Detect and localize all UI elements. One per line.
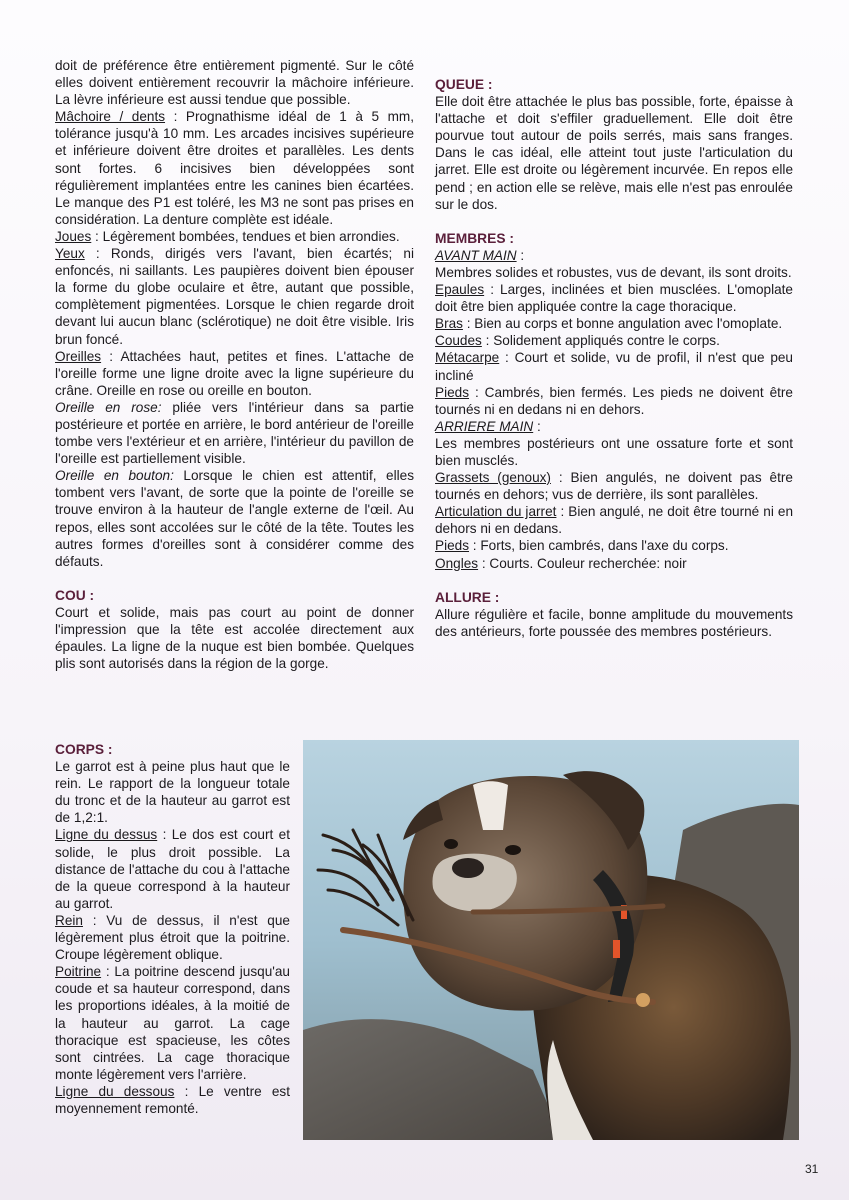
pieds-arriere-label: Pieds [435, 538, 470, 554]
rein-text: : Vu de dessus, il n'est que légèrement plus étroit que la poitrine. Croupe légèrement oblique. [55, 912, 290, 963]
machoire-paragraph [55, 108, 414, 228]
corps-section [55, 741, 290, 1117]
oreille-rose-label: Oreille en rose: [55, 399, 162, 415]
pieds-arriere-paragraph [435, 537, 793, 554]
page-number: 31 [805, 1162, 819, 1176]
metacarpe-paragraph [435, 349, 793, 383]
oreilles-label: Oreilles [55, 348, 102, 364]
dog-eye-left [444, 839, 458, 849]
oreilles-paragraph [55, 348, 414, 399]
ligne-dessus-label: Ligne du dessus [55, 827, 158, 843]
left-column [55, 57, 414, 672]
bras-paragraph [435, 315, 793, 332]
stick-tip [636, 993, 650, 1007]
grassets-text: : Bien angulés, ne doivent pas être tournés en dehors; vus de derrière, ils sont parallèles. [435, 470, 793, 503]
epaules-paragraph [435, 281, 793, 315]
arriere-main-paragraph: Les membres postérieurs ont une ossature forte et sont bien musclés. [435, 435, 793, 468]
bras-label: Bras [435, 316, 463, 332]
ongles-text: : Courts. Couleur recherchée: noir [478, 555, 687, 571]
dog-collar-accent [613, 940, 620, 958]
ligne-dessous-text: : Le ventre est moyennement remonté. [55, 1083, 290, 1116]
ligne-dessus-text: : Le dos est court et solide, le plus droit possible. La distance de l'attache du cou à l'attache de la queue correspond à la hauteur au garrot. [55, 827, 290, 911]
pieds-avant-paragraph [435, 384, 793, 418]
poitrine-text: : La poitrine descend jusqu'au coude et sa hauteur correspond, dans les proportions idéales, à la moitié de la hauteur au garrot. La cage thoracique est spacieuse, les côtes sont cintrées. La cage thoracique monte légèrement vers l'arrière. [55, 964, 290, 1082]
yeux-text: : Ronds, dirigés vers l'avant, bien écartés; ni enfoncés, ni saillants. Les paupières doivent bien épouser la forme du globe oculaire et être, autant que possible, complètement pigmentées. Lorsque le chien regarde droit devant lui aucun blanc (sclérotique) ne doit être visible. Iris brun foncé. [55, 246, 414, 347]
coudes-label: Coudes [435, 333, 482, 349]
cou-paragraph: Court et solide, mais pas court au point de donner l'impression que la tête est accolée directement aux épaules. La ligne de la nuque est bien bombée. Quelques plis sont autorisés dans la région de la gorge. [55, 604, 414, 672]
epaules-label: Epaules [435, 282, 485, 298]
oreilles-text: : Attachées haut, petites et fines. L'attache de l'oreille forme une ligne droite avec la ligne supérieure du crâne. Oreille en rose ou oreille en bouton. [55, 348, 414, 398]
avant-main-subheading [435, 247, 793, 264]
coudes-paragraph [435, 332, 793, 349]
machoire-label: Mâchoire / dents [55, 109, 166, 125]
jarret-paragraph [435, 503, 793, 537]
metacarpe-text: : Court et solide, vu de profil, il n'est que peu incliné [435, 350, 793, 383]
avant-main-paragraph: Membres solides et robustes, vus de devant, ils sont droits. [435, 264, 792, 280]
pieds-arriere-text: : Forts, bien cambrés, dans l'axe du corps. [469, 538, 729, 554]
arriere-main-label: ARRIERE MAIN [435, 418, 534, 434]
rein-label: Rein [55, 912, 83, 928]
yeux-label: Yeux [55, 246, 85, 262]
dog-eye-right [505, 845, 521, 855]
joues-label: Joues [55, 228, 92, 244]
rein-paragraph [55, 912, 290, 963]
metacarpe-label: Métacarpe [435, 350, 500, 366]
arriere-main-subheading [435, 418, 793, 435]
bulldog-photo [303, 740, 799, 1140]
machoire-text: : Prognathisme idéal de 1 à 5 mm, tolérance jusqu'à 10 mm. Les arcades incisives supérieure et inférieure doivent être droites et parallèles. Les dents sont fortes. 6 incisives bien développées sont régulièrement implantées entre les canines bien écartées. Le manque des P1 est toléré, les M3 ne sont pas prises en considération. La denture complète est idéale. [55, 109, 414, 227]
ligne-dessous-label: Ligne du dessous [55, 1083, 175, 1099]
oreille-rose-paragraph [55, 399, 414, 467]
coudes-text: : Solidement appliqués contre le corps. [481, 333, 720, 349]
allure-paragraph: Allure régulière et facile, bonne amplitude du mouvements des antérieurs, forte poussée des membres postérieurs. [435, 606, 793, 639]
cou-heading: COU : [55, 587, 95, 603]
yeux-paragraph [55, 245, 414, 348]
pieds-avant-label: Pieds [435, 384, 470, 400]
poitrine-paragraph [55, 963, 290, 1083]
arriere-main-suffix: : [533, 418, 541, 434]
poitrine-label: Poitrine [55, 964, 102, 980]
right-column [435, 76, 793, 640]
avant-main-label: AVANT MAIN [435, 247, 517, 263]
oreille-bouton-label: Oreille en bouton: [55, 468, 174, 484]
queue-paragraph: Elle doit être attachée le plus bas possible, forte, épaisse à l'attache et doit s'effiler graduellement. Elle doit être pourvue tout autour de poils serrés, mais sans franges. Dans le cas idéal, elle atteint tout juste l'articulation du jarret. Elle est droite ou légèrement incurvée. En repos elle pend ; en action elle se relève, mais elle n'est pas enroulée sur le dos. [435, 94, 793, 212]
queue-heading: QUEUE : [435, 77, 493, 92]
pieds-avant-text: : Cambrés, bien fermés. Les pieds ne doivent être tournés ni en dedans ni en dehors. [435, 384, 793, 417]
bras-text: : Bien au corps et bonne angulation avec l'omoplate. [462, 316, 783, 332]
intro-paragraph: doit de préférence être entièrement pigmenté. Sur le côté elles doivent entièrement recouvrir la mâchoire inférieure. La lèvre inférieure est aussi tendue que possible. [55, 58, 414, 108]
oreille-rose-text: pliée vers l'intérieur dans sa partie postérieure et portée en arrière, le bord antérieur de l'oreille tombe vers l'extérieur et en arrière, l'intérieur du pavillon de l'oreille est partiellement visible. [55, 399, 414, 467]
oreille-bouton-paragraph [55, 467, 414, 570]
membres-heading: MEMBRES : [435, 230, 514, 246]
grassets-paragraph [435, 469, 793, 503]
ongles-label: Ongles [435, 555, 479, 571]
oreille-bouton-text: Lorsque le chien est attentif, elles tombent vers l'avant, de sorte que la pointe de l'oreille se trouve environ à la hauteur de l'angle externe de l'œil. Au repos, elles sont accolées sur le côté de la tête. Toutes les autres formes d'oreilles sont à considérer comme des défauts. [55, 468, 415, 569]
joues-paragraph [55, 228, 414, 245]
corps-heading: CORPS : [55, 742, 113, 757]
dog-nose [452, 858, 484, 878]
ongles-paragraph [435, 555, 793, 572]
jarret-text: : Bien angulé, ne doit être tourné ni en dehors ni en dedans. [435, 504, 793, 537]
epaules-text: : Larges, inclinées et bien musclées. L'omoplate doit être bien appliquée contre la cage thoracique. [435, 282, 793, 315]
grassets-label: Grassets (genoux) [435, 470, 551, 486]
jarret-label: Articulation du jarret [435, 504, 557, 520]
joues-text: : Légèrement bombées, tendues et bien arrondies. [91, 228, 400, 244]
ligne-dessus-paragraph [55, 826, 290, 911]
avant-main-suffix: : [516, 247, 525, 263]
corps-intro: Le garrot est à peine plus haut que le rein. Le rapport de la longueur totale du tronc et de la hauteur au garrot est de 1,2:1. [55, 759, 290, 826]
allure-heading: ALLURE : [435, 589, 500, 605]
ligne-dessous-paragraph [55, 1083, 290, 1117]
